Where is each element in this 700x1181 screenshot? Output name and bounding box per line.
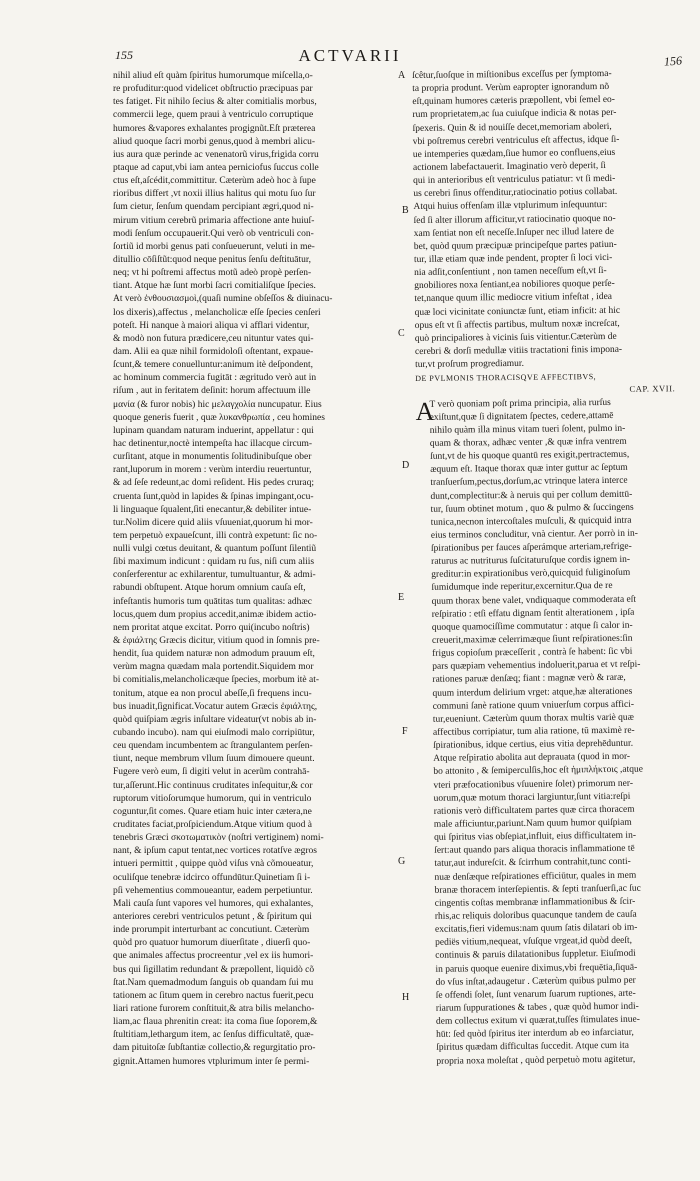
chapter-body-line: nihilo quàm illa minus vitam tueri ſolent, pulmo in- (429, 423, 626, 436)
chapter-body-line: branæ thoracem interſepientis. & ſepti tranſuerſi,ac ſuc (434, 883, 641, 896)
chapter-body-line: quam & thorax, adhæc venter ,& quæ infra ventrem (429, 436, 627, 449)
chapter-body-line: rationes paruæ denſæq; fiant : magnæ verò & raræ, (432, 673, 626, 686)
left-column-line: hendit, ſua quidem naturæ non admodum prauum eſt, (113, 649, 315, 660)
left-column-line: ſtat.Nam quemadmodum ſanguis ob quandam ſui mu (113, 977, 314, 988)
left-column-line: quòd quiſpiam ægris inſultare videatur(vt nobis ab in- (113, 714, 317, 725)
left-column-line: lupinam quandam naturam induerint, appellatur : qui (113, 425, 314, 436)
chapter-body-line: frigus copioſum præceſſerit , contrà ſe habent: ſic vbi (432, 646, 633, 660)
left-column-line: li linguaque ſqualent,ſiti enecantur,& debiliter intue- (113, 504, 312, 515)
chapter-body-line: æquum eſt. Itaque thorax quæ inter guttur ac ſeptum (430, 462, 628, 476)
right-column-line: rum proprietatem,ac ſua cuiuſque indicia & notas per- (412, 108, 617, 121)
chapter-body-line: tunica,necnon intercoſtales muſculi, & quicquid intra (430, 515, 632, 528)
running-title: ACTVARII (298, 46, 402, 65)
margin-letter: A (398, 70, 406, 81)
chapter-number: CAP. XVII. (629, 383, 676, 395)
left-column-line: nant, & ipſum caput tentat,nec vortices rotatſve ægros (113, 846, 317, 857)
left-column-line: & modò non futura prædicere,ceu nituntur vates qui- (113, 333, 314, 344)
chapter-body-line: exiſtunt,quæ ſi dignitatem ſpectes, cedere,attamē (429, 410, 614, 423)
left-column-line: pſi vehementius commoueantur, eadem perpetiuntur. (113, 885, 313, 896)
right-column-line: ue intemperies quædam,ſiue humor eo confluens,eius (412, 147, 616, 160)
chapter-body-line: quum interdum delirium vrget: atque,hæ alterationes (432, 686, 633, 699)
left-column-line: gignit.Attamen humores vtplurimum inter ſe permi- (113, 1056, 310, 1067)
chapter-body-line: Atque reſpiratio abolita aut deprauata (quod in mor- (433, 752, 631, 765)
left-column-line: & ad ſeſe redeunt,ac domi reſident. His pedes cruraq; (113, 478, 315, 489)
left-column-line: oculiſque tenebræ idcirco offundūtur.Quinetiam ſi i- (113, 872, 311, 883)
right-column-line: xam ſentiat non eſt neceſſe.Inſuper nec illud latere de (413, 226, 614, 239)
left-column-line: & ἐφιάλτης Græcis dicitur, vitium quod in ſomnis pre- (113, 636, 320, 647)
chapter-body-line: uorum,quæ motum thoraci largiuntur,ſunt vitia:reſpi (433, 791, 631, 804)
left-column-line: ſcunt,& temere conuelluntur:animum itè deſpondent, (113, 360, 313, 371)
right-column-line: eſt,quinam humores cæteris præpollent, vbi ſemel eo- (412, 95, 616, 108)
left-column-line: ceu quendam incumbentem ac ſtrangulantem perſen- (113, 741, 313, 752)
left-column-line: que animales affectus procreentur ,vel ex iis humori- (113, 951, 314, 962)
chapter-body-line: hūt: ſed quòd ſpiritus iter interdum ab eo infarciatur, (436, 1027, 634, 1041)
left-column-line: rioribus differt ,vt noxii illius halitus qui motu ſuo ſur (113, 189, 316, 200)
chapter-body-line: tur,eueniunt. Cæterùm quum thorax multis variè quæ (432, 712, 635, 725)
chapter-body-line: riarum ſuppurationes & tabes , quæ quòd humor indi- (435, 1001, 639, 1014)
chapter-body-line: tur, ſuum obtinet motum , quo & pulmo & ſuccingens (430, 502, 634, 515)
right-column-line: ta propria produnt. Verùm eapropter ignorandum nõ (412, 82, 610, 95)
left-column-line: bus qui ſigillatim redundant & præpollent, liquidò cõ (113, 964, 315, 975)
right-column-line: gnobiliores noxa ſentiant,ea nobiliores quoque perſe- (414, 279, 615, 292)
chapter-body-line: male afficiuntur,pariunt.Nam quum humor quiſpiam (433, 817, 632, 830)
left-column-line: humores &vapores exhalantes progignũt.Eſt præterea (113, 123, 316, 134)
left-column-line: los dixeris),affectus , melancholicæ eſſe ſpecies cenſeri (113, 307, 321, 318)
left-column-line: ſum cietur, ſenſum quendam percipiant ægri,quod ni- (113, 202, 314, 213)
left-column-line: verùm magna quædam mala portendit.Siquidem mor (113, 662, 314, 673)
left-column-line: ſortiũ id morbi genus pati conſueuerunt, veluti in me- (113, 241, 315, 252)
left-column-line: liam,ac flaua phrenitin creat: ita coma ſiue ſoporem,& (113, 1017, 318, 1028)
chapter-heading: DE PVLMONIS THORACISQVE AFFECTIBVS, (415, 372, 597, 384)
chapter-body-line: cingentis coſtas membranæ inflammationibus & ſcir- (434, 896, 636, 909)
chapter-body-line: creuerit,maximæ celerrimæque ſiunt reſpirationes:ſin (431, 633, 633, 646)
left-column-line: nihil aliud eſt quàm ſpiritus humorumque miſcella,o- (113, 71, 313, 81)
left-column-line: nem proritat atque excitat. Porro qui(incubo noſtris) (113, 622, 310, 633)
right-column-line: Atqui huius offenſam illæ vtplurimum inſequuntur: (413, 200, 608, 213)
margin-letter: B (402, 205, 409, 216)
margin-letter: G (398, 856, 406, 867)
left-column-line: ptaque ad caput,vbi iam antea perniciofus ſuccus colle (113, 162, 319, 173)
left-column-line: cruenta ſunt,quòd in lapides & ſpinas impingant,ocu- (113, 491, 314, 502)
left-column-line: quoque generis fuerit , quæ λυκανθρωπία , ceu homines (113, 412, 325, 423)
chapter-body-line: dunt,complectitur:& à neruis qui per collum demittū- (430, 489, 633, 502)
left-column-line: inde prorumpit interturbant ac concutiunt. Cæterùm (113, 925, 310, 936)
left-column-line: poteſt. Hi nanque à maiori aliqua vi afflari videntur, (113, 320, 310, 331)
chapter-body-line: pediës vitium,nequeat, vſuſque vrgeat,id quòd deeſt, (435, 936, 633, 949)
left-column-line: tur,aſſerunt.Hic continuus cruditates inſequitur,& cor (113, 780, 313, 791)
right-column-line: actionem labefactauerit. Imaginatio verò deperit, ſi (412, 160, 606, 173)
left-column-line: cubando incubo). nam qui eiuſmodi malo corripiūtur, (113, 728, 315, 739)
left-column-line: tonitum, atque ea non procul abeſſe,ſi frequens incu- (113, 688, 312, 699)
chapter-body-line: ſumidumque inde reperitur,excernitur.Qua de re (431, 581, 613, 594)
left-column-line: μανία (& furor nobis) hic μελαγχολία nuncupatur. Eius (113, 399, 322, 410)
left-column-line: cruditates faciat,proſpiciendum.Atque vitium quod à (113, 820, 312, 831)
chapter-body-line: pars quæpiam vehementius indoluerit,parua et vt reſpi- (432, 659, 641, 673)
chapter-body-line: affectibus corripiatur, tum alia ratione, tū maximè re- (432, 725, 635, 738)
left-column-line: tem perpetuò expaueſcunt, illi contrà expetunt: ſic no- (113, 530, 318, 541)
left-column-line: Fugere verò eum, ſi digiti velut in acerũm contrahā- (113, 767, 310, 778)
chapter-body-line: tranſuerſum,pectus,dorſum,ac vtrinque latera interce (430, 476, 628, 489)
chapter-body-line: rhis,ac reliquis doloribus quacunque tandem de cauſa (434, 909, 637, 922)
left-column-line: ſtultitiam,lethargum item, ac ſenſus difficultatẽ, quæ- (113, 1030, 314, 1041)
left-column-line: ius aura quæ perinde ac venenatorũ virus,frigida corru (113, 149, 319, 160)
right-column-line: quò principaliores à vicinis ſuis vitientur.Cæterùm de (414, 331, 617, 344)
left-column-line: liari ratione furorem conſtituit,& atra bilis melancho- (113, 1003, 315, 1014)
right-column-line: tur, illæ etiam quæ inde pendent, propter ſi loci vici- (413, 252, 613, 265)
right-column-line: ſcêtur,ſuoſque in miſtionibus exceſſus per ſymptoma- (412, 68, 612, 81)
chapter-body-line: greditur:in expirationibus verò,quicquid fuliginoſum (431, 568, 631, 581)
left-column-line: rant,luporum in morem : verùm interdiu reuertuntur, (113, 465, 312, 476)
left-text-column (113, 70, 397, 1069)
chapter-body-line: quum thorax bene valet, vndiquaque commoderata eſt (431, 594, 637, 607)
right-column-continued-text (412, 67, 681, 372)
margin-letter: E (398, 592, 405, 603)
chapter-body-line: rationis verò difficultatem partes quæ circa thoracem (433, 804, 635, 817)
left-column-line: aliud quoque ſacri morbi genus,quod à membri alicu- (113, 136, 316, 147)
left-column-line: riſum , aut in feritatem deſinit: horum affectuum ille (113, 386, 311, 397)
left-column-line: bi comitialis,melancholicæque ſpecies, morbum itè at- (113, 675, 320, 686)
chapter-body-line: T verò quoniam poſt prima principia, alia rurſus (429, 397, 611, 410)
right-column-line: ſed ſi alter illorum afficitur,vt ratiocinatio quoque no- (413, 213, 616, 226)
left-column-line: nulli vulgi cœtus deuitant, & quantum poſſunt ſilentiũ (113, 544, 317, 555)
chapter-body-line: do vſus inſtat,adaugetur . Cæterùm quibus pulmo per (435, 975, 636, 988)
chapter-body-line: ſpirationibus, idque certius, eius vitia deprehēduntur. (433, 738, 634, 751)
right-column-line: bet, quòd quum præcipuæ principeſque partes patiun- (413, 239, 617, 252)
right-column-line: nia adſit,conſentiunt , non tamen neceſſum eſt,vt ſi- (414, 266, 607, 279)
chapter-body-text (415, 396, 688, 1069)
margin-letter: D (402, 460, 410, 471)
left-column-line: ac hominum commercia fugitāt : ægritudo verò aut in (113, 373, 317, 384)
chapter-body-line: ſert:aut quando pars aliqua thoracis inflammatione tē (434, 844, 635, 857)
chapter-body-line: qui ſpiritus vias obſepiat,influit, eius difficultatem in- (433, 830, 637, 843)
left-column-line: ctus eſt,aſcédit,committitur. Cæterùm adeò hoc à ſupe (113, 176, 316, 187)
left-column-line: locus,quem dum propius accedit,animæ ibidem actio- (113, 609, 317, 620)
chapter-body-line: communi ſanè ratione quum vniuerſum corpus affici- (432, 699, 635, 712)
margin-letter: F (402, 726, 408, 737)
left-column-line: At verò ἐνθουσιασμοὶ,(quaſi numine obſeſſos & diuinacu- (113, 294, 333, 305)
left-column-line: ruptorum vitioſorumque humorum, qui in ventriculo (113, 793, 312, 804)
left-column-line: Mali cauſa ſunt vapores vel humores, qui exhalantes, (113, 898, 314, 909)
left-column-line: tiunt, neque membrum vllum ſuum dimouere queunt. (113, 754, 315, 765)
left-column-line: modi ſenſum occupauerit.Qui verò ob ventriculi con- (113, 228, 314, 239)
left-column-line: tes fatiget. Fit nihilo ſecius & alter comitialis morbus, (113, 97, 317, 108)
left-column-line: re profuditur:quod videlicet obſtructio præcipuas par (113, 84, 313, 95)
left-column-line: commercii lege, quem praui à ventriculo corruptique (113, 110, 314, 121)
right-column-line: cerebri & dorſi medullæ vitiis tractationi finis impona- (414, 344, 623, 357)
chapter-body-line: vteri præfocationibus vſuuenire ſolet) primorum ner- (433, 778, 634, 791)
page-number-left: 155 (115, 48, 133, 62)
chapter-body-line: ſe offendi ſolet, ſunt venarum ſuarum ruptiones, arte- (435, 988, 636, 1001)
left-column-line: coguntur,ſit comes. Quare etiam huic inter cætera,ne (113, 806, 312, 817)
right-column-line: us cerebri ſinus offenditur,ratiocinatio potius collabat. (413, 187, 618, 200)
right-column-line: ſpexeris. Quin & id nouiſſe decet,memoriam aboleri, (412, 121, 612, 134)
chapter-body-line: nuæ denſæque reſpirationes efficiūtur, quales in mem (434, 870, 637, 883)
left-column-line: bus inuadit,ſignificat.Vocatur autem Græcis ἐφιάλτης, (113, 701, 318, 712)
chapter-body-line: ſunt,vt de his quoque quantū res exigit,pertractemus, (430, 449, 630, 462)
left-column-line: dam. Alii ea quæ nihil formidoloſi oſtentant, expaue- (113, 346, 314, 357)
right-column-line: tur,vt proſrum progrediamur. (415, 358, 524, 371)
left-column-line: tationem ac ſitum quem in cerebro nactus fuerit,pecu (113, 990, 314, 1001)
margin-letter: H (402, 992, 410, 1003)
chapter-body-line: in paruis quoque euenire diximus,vbi frequētia,ſiquā- (435, 962, 638, 975)
right-column-line: tet,nanque quum illic mediocre vitium infeſtat , idea (414, 292, 613, 305)
chapter-body-line: bo attonito , & ſemiperculſis,hoc eſt ἡμιπλήκτοις ,atque (433, 765, 644, 778)
chapter-body-line: raturus ac nutriturus ſuſcitaturuſque cordis ignem in- (431, 554, 631, 568)
chapter-body-line: continuis & paruis dilatationibus ſuppletur. Eiuſmodi (435, 949, 636, 962)
chapter-body-line: ſpiritus quædam difficultas ſuccedit. Atque cum ita (436, 1041, 629, 1054)
chapter-body-line: tatur,aut indureſcit. & ſcirrhum contrahit,tunc conti- (434, 857, 631, 870)
page-header (0, 46, 700, 68)
left-column-line: neq; vt hi poſtremi affectus motũ adeò propè perſen- (113, 268, 312, 279)
chapter-body-line: quoque quamociſſime commutatur : atque ſi calor in- (431, 620, 633, 633)
left-column-line: intueri permittit , quippe quòd viſus vnà cõmoueatur, (113, 859, 314, 870)
drop-capital: A (415, 396, 435, 426)
right-column-line: quæ loci vicinitate coniunctæ ſunt, etiam inficit: at hic (414, 305, 621, 318)
left-column-line: tiant. Atque hæ ſunt morbi ſacri comitialiſque ſpecies. (113, 281, 316, 292)
right-text-column (412, 67, 688, 1068)
right-column-line: vbi poſtremus cerebri ventriculus eſt affectus, idque ſi- (412, 134, 620, 147)
left-column-line: dam pituitoſæ ſubſtantiæ collectio,& regurgitatio pro- (113, 1043, 316, 1054)
left-column-line: ditullio cōſiſtũt:quod neque penitus ſenſu deſtituātur, (113, 254, 312, 265)
right-column-line: qui in anterioribus eſt ventriculus patiatur: vt ſi medi- (413, 174, 616, 187)
chapter-body-line: excitatis,fieri videmus:nam quum ſatis dilatari ob im- (434, 922, 638, 935)
left-column-line: conſerferentur ac exhilarentur, tumultuantur, & admi- (113, 570, 316, 581)
chapter-body-line: reſpiratio : etſi effatu dignam ſentit alterationem , ipſa (431, 607, 635, 620)
margin-letter: C (398, 328, 405, 339)
right-column-line: opus eſt vt ſi affectis partibus, multum noxæ increſcat, (414, 318, 620, 331)
left-column-line: curſitant, atque in monumentis ſolitudinibuſque ober (113, 452, 312, 463)
page-number-right: 156 (663, 53, 683, 69)
left-column-line: rabundi obſtupent. Atque horum omnium cauſa eſt, (113, 583, 306, 594)
left-column-line: quòd pro quatuor humorum diuerſitate , diuerſi quo- (113, 938, 311, 949)
left-column-line: tur.Nolim dicere quid aliis vſuueniat,quorum hi mor- (113, 517, 313, 528)
left-column-line: infeſtantis humoris tum quātitas tum qualitas: adhæc (113, 596, 312, 607)
chapter-body-line: propria noxa moleſtat , quòd perpetuò motu agitetur, (436, 1054, 636, 1067)
chapter-body-line: eius terminos concluditur, vnà cientur. Aer porrò in in- (430, 528, 638, 541)
left-column-line: hac detinentur,noctè intempeſta hac illacque circum- (113, 438, 313, 449)
left-column-line: ſibi maximum indicunt : quidam ru ſus, niſi cum aliis (113, 557, 315, 568)
left-column-line: mirum vitium cerebrũ primaria affectione ante huiuſ- (113, 215, 315, 226)
left-column-line: anteriores cerebri ventriculos petunt , & ſpiritum qui (113, 912, 312, 922)
chapter-body-line: dem collectus exitum vi quærat,tuſſes ſtimulates inue- (435, 1014, 640, 1027)
chapter-body-line: ſpirationibus per fauces aſperámque arteriam,refrige- (430, 541, 632, 554)
left-column-line: tenebris Græci σκοτωματικὸν (noſtri vertiginem) nomi- (113, 833, 324, 844)
